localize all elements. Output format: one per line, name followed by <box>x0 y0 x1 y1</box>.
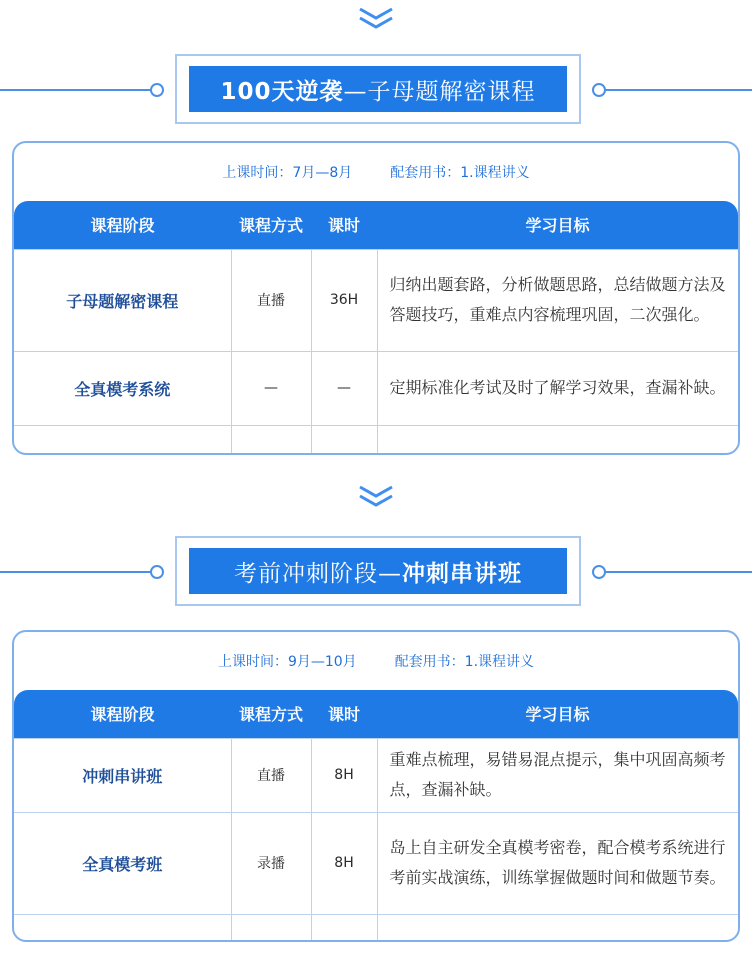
header-goal: 学习目标 <box>377 201 738 249</box>
header-hours: 课时 <box>311 201 377 249</box>
row-goal: 岛上自主研发全真模考密卷，配合模考系统进行考前实战演练，训练掌握做题时间和做题节奏。 <box>377 812 738 914</box>
row-stage: 全真模考系统 <box>14 351 231 425</box>
header-stage: 课程阶段 <box>14 690 231 738</box>
header-mode: 课程方式 <box>231 201 311 249</box>
header-stage: 课程阶段 <box>14 201 231 249</box>
section1-title-frame <box>175 54 581 124</box>
header-goal: 学习目标 <box>377 690 738 738</box>
section1-info <box>14 143 738 201</box>
section1-title-bold: 100天逆袭 <box>220 78 344 105</box>
circle-icon <box>592 565 606 579</box>
row-stage: 冲刺串讲班 <box>14 738 231 812</box>
table-row <box>14 738 738 812</box>
table-row <box>14 812 738 914</box>
row-hours: 8H <box>311 812 377 914</box>
double-chevron-down-icon <box>356 484 396 510</box>
textbook: 配套用书：1.课程讲义 <box>390 165 530 181</box>
class-time: 上课时间：7月—8月 <box>222 165 353 181</box>
section1-table <box>14 201 738 453</box>
row-mode: — <box>231 351 311 425</box>
divider-line <box>0 571 152 573</box>
row-hours: 8H <box>311 738 377 812</box>
textbook: 配套用书：1.课程讲义 <box>394 654 535 670</box>
row-goal: 定期标准化考试及时了解学习效果，查漏补缺。 <box>377 351 738 425</box>
section2-title-frame <box>175 536 581 606</box>
section2-table <box>14 690 738 942</box>
section2-card <box>12 630 740 942</box>
row-goal: 归纳出题套路，分析做题思路，总结做题方法及答题技巧，重难点内容梳理巩固，二次强化。 <box>377 249 738 351</box>
section2-title-row <box>0 536 752 606</box>
header-hours: 课时 <box>311 690 377 738</box>
divider-line <box>604 89 752 91</box>
section1-title-light: —子母题解密课程 <box>343 78 536 105</box>
divider-line <box>0 89 152 91</box>
row-stage: 全真模考班 <box>14 812 231 914</box>
circle-icon <box>150 565 164 579</box>
row-mode: 直播 <box>231 738 311 812</box>
double-chevron-down-icon <box>356 6 396 32</box>
row-stage: 子母题解密课程 <box>14 249 231 351</box>
section1-title-row <box>0 54 752 124</box>
section2-info <box>14 632 738 690</box>
row-hours: — <box>311 351 377 425</box>
section2-title <box>189 548 567 594</box>
header-mode: 课程方式 <box>231 690 311 738</box>
class-time: 上课时间：9月—10月 <box>217 654 357 670</box>
table-row <box>14 351 738 425</box>
divider-line <box>604 571 752 573</box>
row-goal: 重难点梳理，易错易混点提示，集中巩固高频考点，查漏补缺。 <box>377 738 738 812</box>
row-mode: 直播 <box>231 249 311 351</box>
table-header-row <box>14 201 738 249</box>
table-header-row <box>14 690 738 738</box>
section1-title <box>189 66 567 112</box>
row-hours: 36H <box>311 249 377 351</box>
section1-card <box>12 141 740 455</box>
circle-icon <box>150 83 164 97</box>
row-mode: 录播 <box>231 812 311 914</box>
section2-title-bold: 冲刺串讲班 <box>402 560 522 587</box>
section2-title-light: 考前冲刺阶段— <box>234 560 402 587</box>
circle-icon <box>592 83 606 97</box>
table-row <box>14 249 738 351</box>
